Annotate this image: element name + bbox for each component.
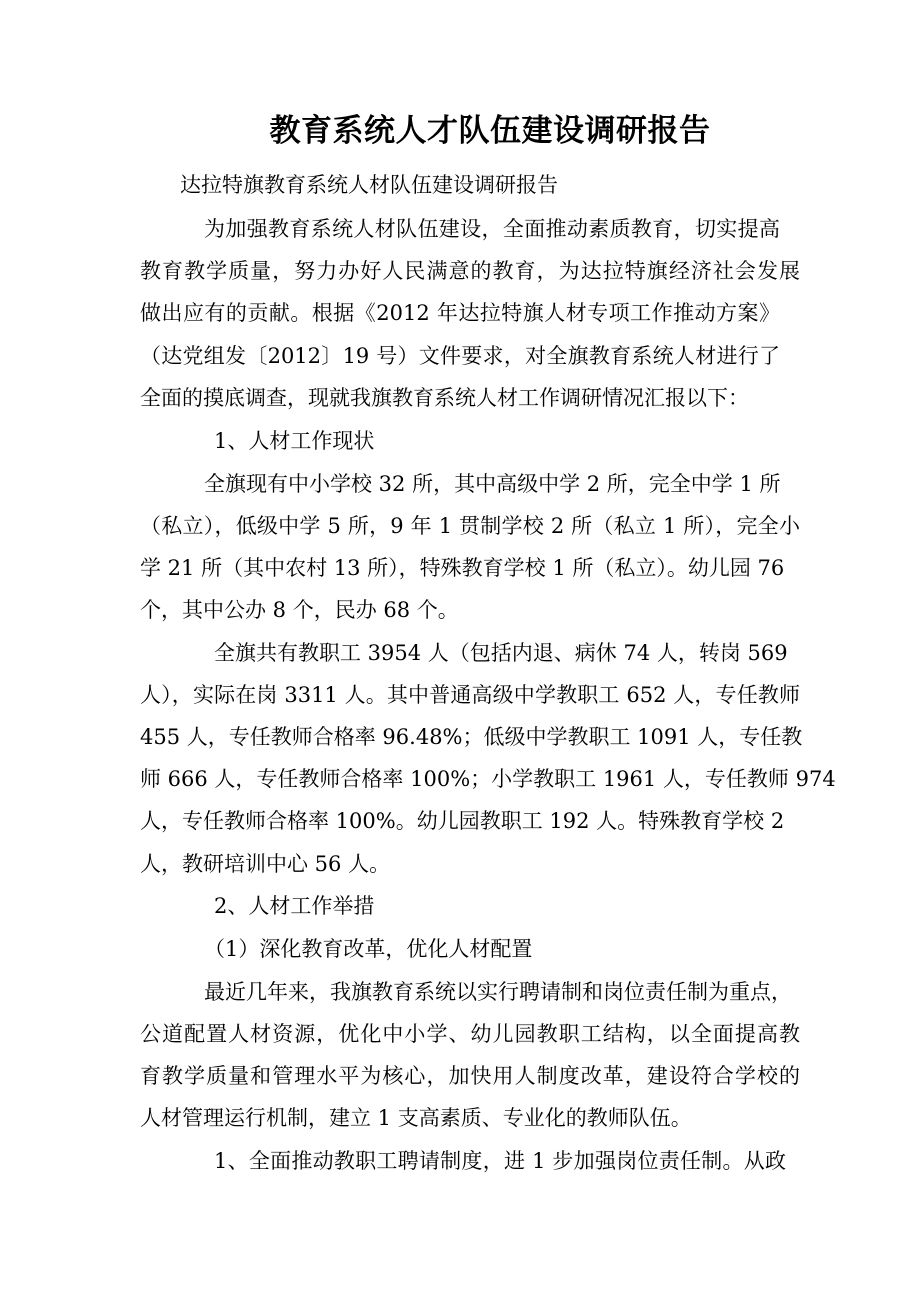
paragraph-line: 最近几年来，我旗教育系统以实行聘请制和岗位责任制为重点， <box>204 980 792 1004</box>
section-heading: 2、人材工作举措 <box>214 894 375 918</box>
paragraph-line: 人，教研培训中心 56 人。 <box>140 852 391 876</box>
paragraph-line: 人材管理运行机制，建立 1 支高素质、专业化的教师队伍。 <box>140 1106 692 1130</box>
paragraph-line: （私立），低级中学 5 所，9 年 1 贯制学校 2 所（私立 1 所），完全小 <box>140 514 800 538</box>
paragraph-line: 1、全面推动教职工聘请制度，进 1 步加强岗位责任制。从政 <box>214 1149 786 1173</box>
document-title: 教育系统人才队伍建设调研报告 <box>269 113 711 149</box>
paragraph-line: 育教学质量和管理水平为核心，加快用人制度改革，建设符合学校的 <box>140 1064 800 1088</box>
paragraph-line: 师 666 人，专任教师合格率 100%；小学教职工 1961 人，专任教师 974 <box>140 767 836 791</box>
paragraph-line: 为加强教育系统人材队伍建设，全面推动素质教育，切实提高 <box>204 217 780 241</box>
paragraph-line: （达党组发〔2012〕19 号）文件要求，对全旗教育系统人材进行了 <box>140 344 780 368</box>
paragraph-line: 公道配置人材资源，优化中小学、幼儿园教职工结构，以全面提高教 <box>140 1022 800 1046</box>
paragraph-line: 教育教学质量，努力办好人民满意的教育，为达拉特旗经济社会发展 <box>140 259 800 283</box>
paragraph-line: 全旗现有中小学校 32 所，其中高级中学 2 所，完全中学 1 所 <box>204 472 781 496</box>
paragraph-line: 人，专任教师合格率 100%。幼儿园教职工 192 人。特殊教育学校 2 <box>140 809 785 833</box>
paragraph-line: 人），实际在岗 3311 人。其中普通高级中学教职工 652 人，专任教师 <box>140 683 800 707</box>
paragraph-line: 455 人，专任教师合格率 96.48%；低级中学教职工 1091 人，专任教 <box>140 725 803 749</box>
subsection-heading: （1）深化教育改革，优化人材配置 <box>204 937 533 961</box>
section-heading: 1、人材工作现状 <box>214 429 375 453</box>
paragraph-line: 全面的摸底调查，现就我旗教育系统人材工作调研情况汇报以下： <box>140 386 749 410</box>
subtitle-line: 达拉特旗教育系统人材队伍建设调研报告 <box>180 173 558 197</box>
paragraph-line: 学 21 所（其中农村 13 所），特殊教育学校 1 所（私立）。幼儿园 76 <box>140 556 785 580</box>
paragraph-line: 做出应有的贡献。根据《2012 年达拉特旗人材专项工作推动方案》 <box>140 301 780 325</box>
paragraph-line: 个，其中公办 8 个，民办 68 个。 <box>140 598 459 622</box>
paragraph-line: 全旗共有教职工 3954 人（包括内退、病休 74 人，转岗 569 <box>214 641 788 665</box>
